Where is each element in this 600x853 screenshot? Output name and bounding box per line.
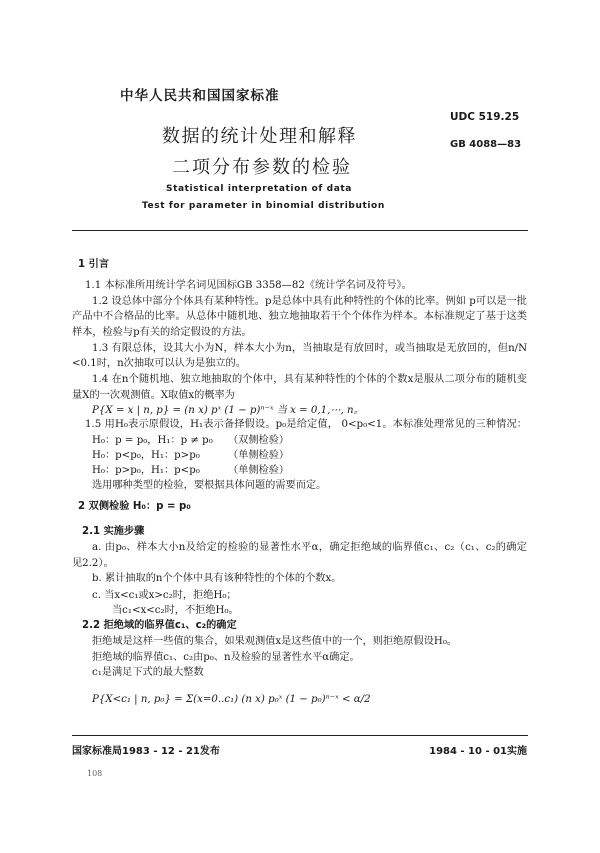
- binomial-probability-formula: P{X = x | n, p} = (n x) pˣ (1 − p)ⁿ⁻ˣ 当 x = 0,1,⋯, n。: [92, 405, 364, 416]
- para-1-2-line: 产品中不合格品的比率。从总体中随机地、独立地抽取若干个个体作为样本。本标准规定了基于这类: [72, 311, 527, 322]
- hypothesis-2-note: （单侧检验）: [228, 450, 290, 461]
- udc-number: UDC 519.25: [450, 111, 520, 123]
- section-2-1-heading: 2.1 实施步骤: [82, 526, 145, 537]
- step-a-line: a. 由p₀、样本大小n及给定的检验的显著性水平α，确定拒绝域的临界值c₁、c₂（c₁、c₂的确定: [92, 542, 527, 553]
- country-standard: 中华人民共和国国家标准: [120, 88, 280, 104]
- hypothesis-3: H₀：p>p₀，H₁：p<p₀: [92, 465, 200, 476]
- para-1-5-end: 选用哪种类型的检验，要根据具体问题的需要而定。: [92, 480, 327, 491]
- hypothesis-2: H₀：p<p₀，H₁：p>p₀: [92, 450, 200, 461]
- para-2-2-line: 拒绝域是这样一些值的集合，如果观测值x是这些值中的一个，则拒绝原假设H₀。: [92, 636, 458, 647]
- title-cn-1: 数据的统计处理和解释: [162, 126, 357, 147]
- para-2-2-line: c₁是满足下式的最大整数: [92, 667, 204, 678]
- section-1-heading: 1 引言: [78, 259, 110, 270]
- para-1-3-line: <0.1时，n次抽取可以认为是独立的。: [72, 358, 246, 369]
- footer-rule: [72, 735, 528, 736]
- para-1-3-line: 1.3 有限总体，设其大小为N，样本大小为n，当抽取是有放回时，或当抽取是无放回的，但n/N: [92, 343, 527, 354]
- hypothesis-1-note: （双侧检验）: [228, 435, 290, 446]
- gb-number: GB 4088—83: [450, 139, 522, 150]
- hypothesis-3-note: （单侧检验）: [228, 465, 290, 476]
- effective-date: 1984 - 10 - 01实施: [429, 746, 527, 757]
- step-b: b. 累计抽取的n个个体中具有该种特性的个体的个数x。: [92, 573, 342, 584]
- section-2-2-heading: 2.2 拒绝域的临界值c₁、c₂的确定: [82, 620, 237, 631]
- header-rule: [72, 230, 528, 231]
- page-number: 108: [87, 769, 103, 778]
- hypothesis-1: H₀：p = p₀，H₁：p ≠ p₀: [92, 435, 213, 446]
- para-1-5: 1.5 用H₀表示原假设，H₁表示备择假设。p₀是给定值， 0<p₀<1。本标准处理常见的三种情况：: [85, 419, 527, 430]
- title-en-2: Test for parameter in binomial distribution: [142, 201, 385, 211]
- step-a-line: 见2.2）。: [72, 558, 114, 569]
- issued-date: 国家标准局1983 - 12 - 21发布: [72, 746, 220, 757]
- title-cn-2: 二项分布参数的检验: [172, 157, 352, 178]
- para-1-2-line: 样本，检验与p有关的给定假设的方法。: [72, 327, 252, 338]
- title-en-1: Statistical interpretation of data: [166, 184, 352, 194]
- para-1-4-line: 1.4 在n个随机地、独立地抽取的个体中，具有某种特性的个体的个数x是服从二项分布的随机变: [92, 374, 527, 385]
- para-1-4-line: 量X的一次观测值。X取值x的概率为: [72, 390, 235, 401]
- step-c-2: 当c₁<x<c₂时，不拒绝H₀。: [112, 605, 239, 616]
- para-1-1: 1.1 本标准所用统计学名词见国标GB 3358—82《统计学名词及符号》。: [85, 280, 412, 291]
- para-1-2-line: 1.2 设总体中部分个体具有某种特性。p是总体中具有此种特性的个体的比率。例如 p可以是一批: [92, 296, 527, 307]
- section-2-heading: 2 双侧检验 H₀：p = p₀: [78, 501, 191, 512]
- critical-value-formula: P{X<c₁ | n, p₀} = Σ(x=0..c₁) (n x) p₀ˣ (1 − p₀)ⁿ⁻ˣ < α/2: [92, 694, 371, 705]
- para-2-2-line: 拒绝域的临界值c₁、c₂由p₀、n及检验的显著性水平α确定。: [92, 652, 360, 663]
- step-c: c. 当x<c₁或x>c₂时，拒绝H₀；: [92, 590, 237, 601]
